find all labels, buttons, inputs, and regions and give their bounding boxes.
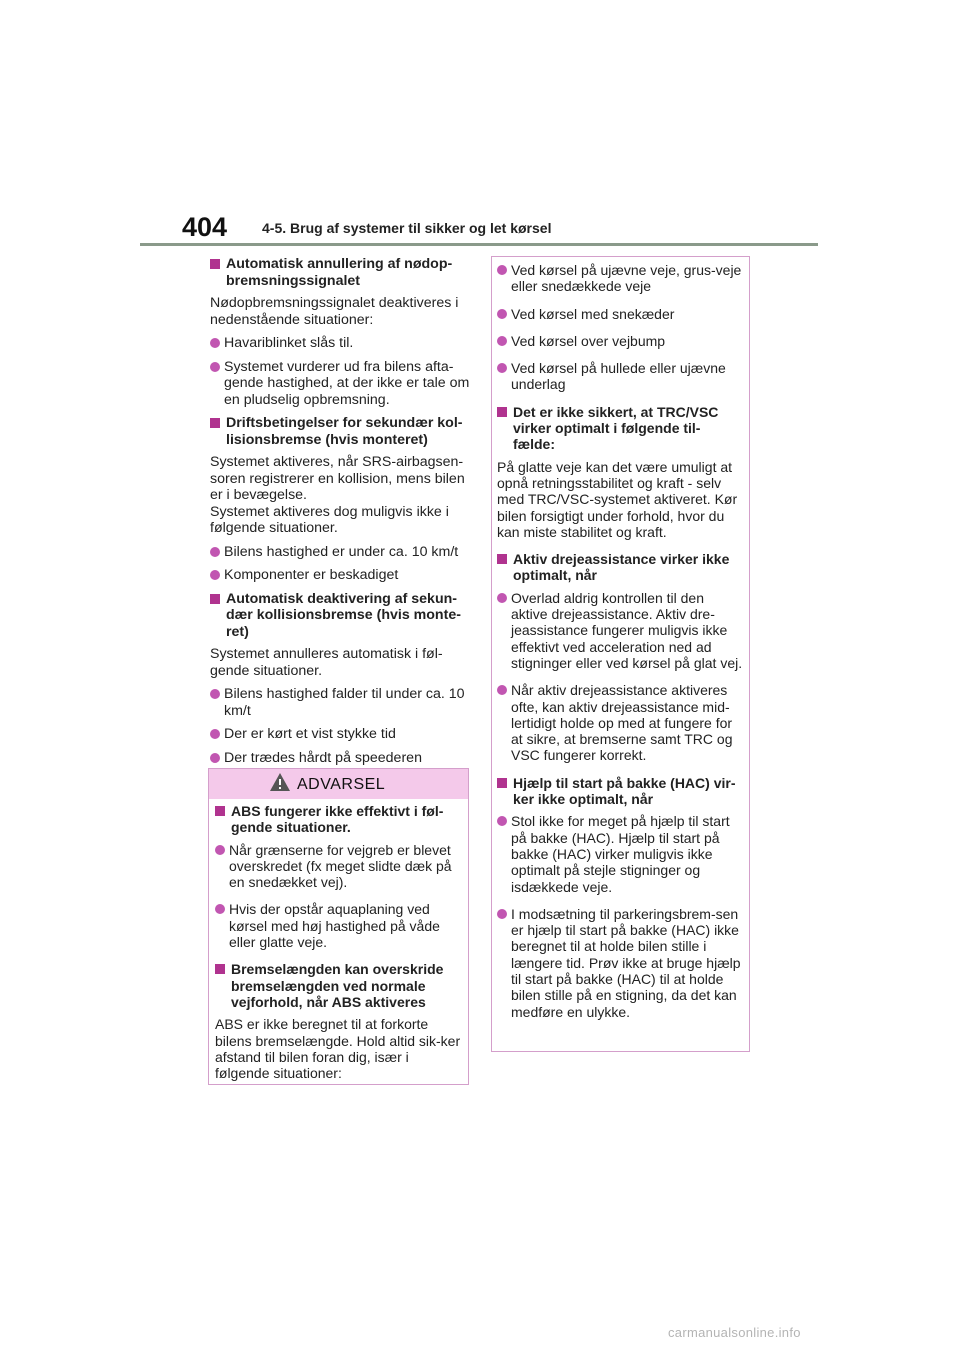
heading-secondary-collision-brake (210, 415, 470, 448)
warning-triangle-icon (269, 772, 291, 792)
list-item (215, 842, 462, 891)
heading-text: Automatisk annullering af nødop- bremsningssignalet (226, 256, 453, 289)
circle-bullet-icon (210, 547, 220, 557)
square-bullet-icon (210, 418, 220, 428)
heading-auto-deactivation (210, 591, 470, 641)
left-column (210, 256, 470, 773)
heading-text: ABS fungerer ikke effektivt i føl- gende situationer. (231, 803, 444, 836)
list-item-text: Når grænserne for vejgreb er blevet overskredet (fx meget slidte dæk på en snedækket vej). (229, 841, 452, 891)
circle-bullet-icon (210, 338, 220, 348)
list-item (497, 333, 744, 349)
heading-active-steering-assist (497, 551, 744, 584)
right-warning-continued-box (491, 256, 750, 1052)
list-item-text: Ved kørsel på ujævne veje, grus-veje eller snedækkede veje (511, 262, 742, 295)
square-bullet-icon (497, 407, 507, 417)
heading-text: Driftsbetingelser for sekundær kol- lisionsbremse (hvis monteret) (226, 415, 463, 448)
list-item (210, 544, 470, 561)
list-item (210, 567, 470, 584)
list-item-text: Stol ikke for meget på hjælp til start på bakke (HAC). Hjælp til start på bakke (HAC) virker muligvis ikke optimalt på stejle stigninger og isdækkede veje. (511, 813, 730, 895)
circle-bullet-icon (210, 570, 220, 580)
circle-bullet-icon (210, 689, 220, 699)
square-bullet-icon (210, 259, 220, 269)
list-item (215, 901, 462, 950)
heading-auto-cancel (210, 256, 470, 289)
list-item (210, 686, 470, 719)
paragraph: ABS er ikke beregnet til at forkorte bilens bremselængde. Hold altid sik-ker afstand til bilen foran dig, især i følgende situationer: (215, 1016, 461, 1082)
right-content (492, 257, 749, 1020)
list-item (210, 335, 470, 352)
paragraph: Systemet annulleres automatisk i føl-gende situationer. (210, 646, 443, 679)
circle-bullet-icon (497, 336, 507, 346)
list-item-text: Systemet vurderer ud fra bilens afta-gende hastighed, at der ikke er tale om en pludselig opbremsning. (224, 358, 470, 408)
square-bullet-icon (497, 554, 507, 564)
circle-bullet-icon (497, 909, 507, 919)
watermark: carmanualsonline.info (668, 1325, 801, 1340)
circle-bullet-icon (210, 729, 220, 739)
list-item (210, 750, 470, 767)
warning-content (209, 799, 468, 1081)
heading-text: Hjælp til start på bakke (HAC) vir- ker ikke optimalt, når (513, 774, 736, 808)
paragraph: På glatte veje kan det være umuligt at opnå retningsstabilitet og kraft - selv med TRC/VSC-systemet aktiveret. Kør bilen forsigtigt under forhold, hvor du kan miste stabilitet og kraft. (497, 458, 738, 540)
circle-bullet-icon (497, 265, 507, 275)
list-item-text: Overlad aldrig kontrollen til den aktive drejeassistance. Aktiv dre-jeassistance fungerer muligvis ikke effektivt ved acceleration ned ad stigninger eller ved kørsel på glat vej. (511, 589, 743, 671)
list-item (497, 360, 744, 393)
warning-heading-braking-distance (215, 961, 462, 1010)
list-item (497, 306, 744, 322)
heading-text: Det er ikke sikkert, at TRC/VSC virker optimalt i følgende til- fælde: (513, 403, 719, 453)
list-item-text: Når aktiv drejeassistance aktiveres ofte, kan aktiv drejeassistance mid-lertidigt holde op med at fungere for at sikre, at bremserne samt TRC og VSC fungerer korrekt. (511, 682, 733, 764)
list-item (497, 906, 744, 1020)
list-item-text: Havariblinket slås til. (224, 335, 354, 351)
warning-label: ADVARSEL (297, 776, 386, 793)
header-rule (140, 243, 818, 246)
square-bullet-icon (497, 778, 507, 788)
list-item (210, 726, 470, 743)
heading-text: Aktiv drejeassistance virker ikke optimalt, når (513, 551, 730, 584)
section-title: 4-5. Brug af systemer til sikker og let kørsel (262, 220, 552, 236)
heading-trc-vsc (497, 404, 744, 453)
heading-text: Automatisk deaktivering af sekun- dær kollisionsbremse (hvis monte- ret) (226, 590, 461, 640)
warning-box (208, 768, 469, 1085)
square-bullet-icon (210, 594, 220, 604)
list-item-text: Bilens hastighed er under ca. 10 km/t (224, 543, 459, 560)
paragraph: Systemet aktiveres, når SRS-airbagsen-soren registrerer en kollision, mens bilen er i bevægelse. Systemet aktiveres dog muligvis ikke i følgende situationer. (210, 454, 465, 536)
heading-hill-start-assist (497, 775, 744, 808)
circle-bullet-icon (497, 593, 507, 603)
list-item-text: Bilens hastighed falder til under ca. 10 km/t (224, 686, 465, 719)
list-item (497, 590, 744, 671)
circle-bullet-icon (497, 363, 507, 373)
list-item (497, 813, 744, 894)
circle-bullet-icon (497, 685, 507, 695)
list-item-text: Der er kørt et vist stykke tid (224, 726, 396, 742)
heading-text: Bremselængden kan overskride bremselængden ved normale vejforhold, når ABS aktiveres (231, 961, 444, 1010)
page-number: 404 (182, 212, 228, 242)
circle-bullet-icon (210, 362, 220, 372)
list-item-text: Der trædes hårdt på speederen (224, 749, 422, 766)
list-item-text: Ved kørsel med snekæder (511, 305, 675, 322)
warning-band (209, 769, 468, 799)
circle-bullet-icon (497, 816, 507, 826)
list-item (497, 682, 744, 763)
square-bullet-icon (215, 806, 225, 816)
circle-bullet-icon (215, 904, 225, 914)
list-item (210, 359, 470, 409)
paragraph: Nødopbremsningssignalet deaktiveres i nedenstående situationer: (210, 295, 459, 328)
circle-bullet-icon (497, 309, 507, 319)
list-item-text: Ved kørsel over vejbump (511, 332, 666, 349)
circle-bullet-icon (215, 845, 225, 855)
warning-heading-abs (215, 803, 462, 836)
list-item-text: Komponenter er beskadiget (224, 567, 399, 583)
square-bullet-icon (215, 964, 225, 974)
list-item-text: Ved kørsel på hullede eller ujævne underlag (511, 360, 726, 393)
list-item-text: Hvis der opstår aquaplaning ved kørsel med høj hastighed på våde eller glatte veje. (229, 901, 440, 951)
list-item (497, 262, 744, 295)
circle-bullet-icon (210, 753, 220, 763)
list-item-text: I modsætning til parkeringsbrem-sen er hjælp til start på bakke (HAC) ikke beregnet til at holde bilen stille i længere tid. Prøv ikke at bruge hjælp til start på bakke (HAC) til at holde bilen stille på en stigning, da det kan medføre en ulykke. (511, 905, 741, 1020)
